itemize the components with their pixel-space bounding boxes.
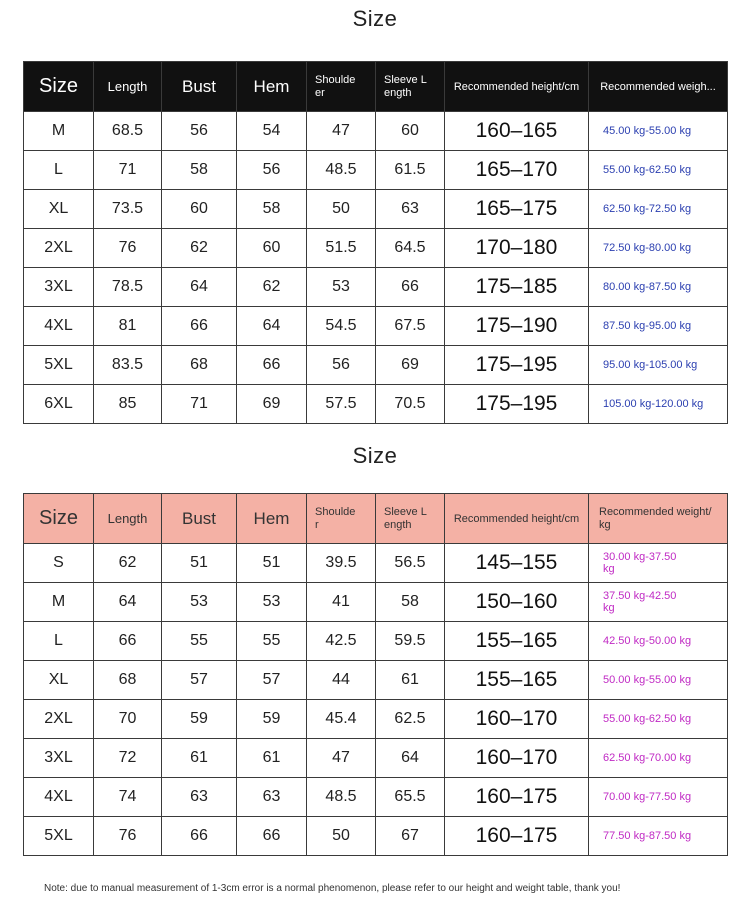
cell-weight: 72.50 kg-80.00 kg bbox=[589, 229, 728, 268]
cell-height: 155–165 bbox=[445, 661, 589, 700]
table-row bbox=[24, 229, 728, 268]
cell-bust: 61 bbox=[162, 739, 237, 778]
cell-weight: 87.50 kg-95.00 kg bbox=[589, 307, 728, 346]
cell-shoulder: 50 bbox=[307, 190, 376, 229]
cell-length: 68 bbox=[94, 661, 162, 700]
cell-sleeve-length: 59.5 bbox=[376, 622, 445, 661]
cell-hem: 60 bbox=[237, 229, 307, 268]
table-row bbox=[24, 778, 728, 817]
cell-bust: 66 bbox=[162, 307, 237, 346]
cell-length: 72 bbox=[94, 739, 162, 778]
cell-sleeve-length: 58 bbox=[376, 583, 445, 622]
cell-height: 175–185 bbox=[445, 268, 589, 307]
cell-bust: 63 bbox=[162, 778, 237, 817]
table-row bbox=[24, 622, 728, 661]
cell-hem: 58 bbox=[237, 190, 307, 229]
cell-height: 170–180 bbox=[445, 229, 589, 268]
cell-height: 175–195 bbox=[445, 346, 589, 385]
cell-length: 64 bbox=[94, 583, 162, 622]
header-hem: Hem bbox=[237, 494, 307, 544]
cell-weight: 30.00 kg-37.50 kg bbox=[589, 544, 728, 583]
cell-bust: 57 bbox=[162, 661, 237, 700]
cell-length: 70 bbox=[94, 700, 162, 739]
table-row bbox=[24, 661, 728, 700]
cell-bust: 51 bbox=[162, 544, 237, 583]
cell-hem: 59 bbox=[237, 700, 307, 739]
cell-sleeve-length: 60 bbox=[376, 112, 445, 151]
cell-shoulder: 47 bbox=[307, 739, 376, 778]
header-shoulder: Shoulde r bbox=[307, 494, 376, 544]
cell-height: 160–170 bbox=[445, 739, 589, 778]
cell-weight: 42.50 kg-50.00 kg bbox=[589, 622, 728, 661]
header-shoulder: Shoulde er bbox=[307, 62, 376, 112]
header-length: Length bbox=[94, 494, 162, 544]
cell-size: 4XL bbox=[24, 778, 94, 817]
cell-weight: 55.00 kg-62.50 kg bbox=[589, 700, 728, 739]
table-row bbox=[24, 151, 728, 190]
cell-size: L bbox=[24, 151, 94, 190]
cell-hem: 54 bbox=[237, 112, 307, 151]
cell-bust: 58 bbox=[162, 151, 237, 190]
table-row bbox=[24, 385, 728, 424]
cell-bust: 60 bbox=[162, 190, 237, 229]
cell-weight: 62.50 kg-72.50 kg bbox=[589, 190, 728, 229]
cell-sleeve-length: 61.5 bbox=[376, 151, 445, 190]
cell-bust: 59 bbox=[162, 700, 237, 739]
header-recommended-weight: Recommended weigh... bbox=[589, 62, 728, 112]
cell-bust: 66 bbox=[162, 817, 237, 856]
header-sleeve-length: Sleeve L ength bbox=[376, 494, 445, 544]
cell-bust: 55 bbox=[162, 622, 237, 661]
table-row bbox=[24, 268, 728, 307]
table-row bbox=[24, 817, 728, 856]
cell-weight: 37.50 kg-42.50 kg bbox=[589, 583, 728, 622]
cell-bust: 53 bbox=[162, 583, 237, 622]
cell-hem: 57 bbox=[237, 661, 307, 700]
cell-shoulder: 47 bbox=[307, 112, 376, 151]
cell-length: 81 bbox=[94, 307, 162, 346]
cell-size: 5XL bbox=[24, 346, 94, 385]
cell-size: L bbox=[24, 622, 94, 661]
header-recommended-weight: Recommended weight/ kg bbox=[589, 494, 728, 544]
header-length: Length bbox=[94, 62, 162, 112]
cell-hem: 51 bbox=[237, 544, 307, 583]
cell-size: 2XL bbox=[24, 700, 94, 739]
cell-height: 155–165 bbox=[445, 622, 589, 661]
cell-hem: 64 bbox=[237, 307, 307, 346]
cell-sleeve-length: 65.5 bbox=[376, 778, 445, 817]
table-row bbox=[24, 739, 728, 778]
cell-height: 165–170 bbox=[445, 151, 589, 190]
cell-length: 83.5 bbox=[94, 346, 162, 385]
cell-height: 175–195 bbox=[445, 385, 589, 424]
cell-weight: 70.00 kg-77.50 kg bbox=[589, 778, 728, 817]
cell-sleeve-length: 64.5 bbox=[376, 229, 445, 268]
cell-height: 160–165 bbox=[445, 112, 589, 151]
cell-height: 160–175 bbox=[445, 817, 589, 856]
size-table-men bbox=[23, 61, 728, 424]
size-chart-title-top: Size bbox=[352, 6, 398, 31]
cell-weight: 80.00 kg-87.50 kg bbox=[589, 268, 728, 307]
cell-bust: 64 bbox=[162, 268, 237, 307]
header-size: Size bbox=[24, 62, 94, 112]
size-table-women bbox=[23, 493, 728, 856]
cell-hem: 55 bbox=[237, 622, 307, 661]
cell-weight: 105.00 kg-120.00 kg bbox=[589, 385, 728, 424]
cell-sleeve-length: 70.5 bbox=[376, 385, 445, 424]
cell-hem: 53 bbox=[237, 583, 307, 622]
header-recommended-height: Recommended height/cm bbox=[445, 494, 589, 544]
header-sleeve-length: Sleeve L ength bbox=[376, 62, 445, 112]
cell-size: S bbox=[24, 544, 94, 583]
cell-sleeve-length: 69 bbox=[376, 346, 445, 385]
cell-length: 68.5 bbox=[94, 112, 162, 151]
header-hem: Hem bbox=[237, 62, 307, 112]
cell-hem: 66 bbox=[237, 346, 307, 385]
cell-shoulder: 39.5 bbox=[307, 544, 376, 583]
cell-size: XL bbox=[24, 190, 94, 229]
cell-sleeve-length: 67 bbox=[376, 817, 445, 856]
cell-bust: 56 bbox=[162, 112, 237, 151]
cell-size: XL bbox=[24, 661, 94, 700]
cell-size: 2XL bbox=[24, 229, 94, 268]
cell-height: 160–170 bbox=[445, 700, 589, 739]
cell-shoulder: 57.5 bbox=[307, 385, 376, 424]
cell-hem: 69 bbox=[237, 385, 307, 424]
cell-length: 78.5 bbox=[94, 268, 162, 307]
table-row bbox=[24, 112, 728, 151]
cell-shoulder: 53 bbox=[307, 268, 376, 307]
cell-size: M bbox=[24, 583, 94, 622]
cell-weight: 50.00 kg-55.00 kg bbox=[589, 661, 728, 700]
cell-weight: 55.00 kg-62.50 kg bbox=[589, 151, 728, 190]
cell-height: 175–190 bbox=[445, 307, 589, 346]
table-row bbox=[24, 700, 728, 739]
cell-hem: 62 bbox=[237, 268, 307, 307]
cell-sleeve-length: 62.5 bbox=[376, 700, 445, 739]
cell-shoulder: 50 bbox=[307, 817, 376, 856]
cell-hem: 66 bbox=[237, 817, 307, 856]
header-recommended-height: Recommended height/cm bbox=[445, 62, 589, 112]
cell-shoulder: 48.5 bbox=[307, 778, 376, 817]
cell-length: 71 bbox=[94, 151, 162, 190]
cell-shoulder: 41 bbox=[307, 583, 376, 622]
cell-weight: 95.00 kg-105.00 kg bbox=[589, 346, 728, 385]
header-bust: Bust bbox=[162, 494, 237, 544]
cell-bust: 68 bbox=[162, 346, 237, 385]
table-row bbox=[24, 583, 728, 622]
size-chart-title-bottom: Size bbox=[352, 443, 398, 468]
cell-length: 74 bbox=[94, 778, 162, 817]
table-header-row bbox=[24, 62, 728, 112]
cell-sleeve-length: 67.5 bbox=[376, 307, 445, 346]
cell-length: 76 bbox=[94, 229, 162, 268]
cell-shoulder: 45.4 bbox=[307, 700, 376, 739]
table-row bbox=[24, 307, 728, 346]
cell-length: 66 bbox=[94, 622, 162, 661]
table-row bbox=[24, 190, 728, 229]
cell-bust: 62 bbox=[162, 229, 237, 268]
cell-shoulder: 44 bbox=[307, 661, 376, 700]
table-header-row bbox=[24, 494, 728, 544]
cell-length: 76 bbox=[94, 817, 162, 856]
cell-shoulder: 51.5 bbox=[307, 229, 376, 268]
cell-sleeve-length: 66 bbox=[376, 268, 445, 307]
cell-weight: 62.50 kg-70.00 kg bbox=[589, 739, 728, 778]
cell-size: 4XL bbox=[24, 307, 94, 346]
cell-height: 165–175 bbox=[445, 190, 589, 229]
cell-size: 3XL bbox=[24, 268, 94, 307]
cell-shoulder: 56 bbox=[307, 346, 376, 385]
cell-shoulder: 54.5 bbox=[307, 307, 376, 346]
cell-size: M bbox=[24, 112, 94, 151]
cell-height: 145–155 bbox=[445, 544, 589, 583]
measurement-note: Note: due to manual measurement of 1-3cm error is a normal phenomenon, please refer to our height and weight table, thank you! bbox=[44, 883, 621, 894]
cell-shoulder: 48.5 bbox=[307, 151, 376, 190]
table-row bbox=[24, 346, 728, 385]
cell-hem: 63 bbox=[237, 778, 307, 817]
cell-weight: 45.00 kg-55.00 kg bbox=[589, 112, 728, 151]
cell-sleeve-length: 64 bbox=[376, 739, 445, 778]
cell-size: 6XL bbox=[24, 385, 94, 424]
cell-sleeve-length: 63 bbox=[376, 190, 445, 229]
cell-bust: 71 bbox=[162, 385, 237, 424]
header-bust: Bust bbox=[162, 62, 237, 112]
cell-hem: 56 bbox=[237, 151, 307, 190]
cell-length: 73.5 bbox=[94, 190, 162, 229]
header-size: Size bbox=[24, 494, 94, 544]
cell-length: 62 bbox=[94, 544, 162, 583]
cell-sleeve-length: 56.5 bbox=[376, 544, 445, 583]
cell-height: 160–175 bbox=[445, 778, 589, 817]
cell-height: 150–160 bbox=[445, 583, 589, 622]
table-row bbox=[24, 544, 728, 583]
cell-size: 5XL bbox=[24, 817, 94, 856]
cell-shoulder: 42.5 bbox=[307, 622, 376, 661]
cell-hem: 61 bbox=[237, 739, 307, 778]
cell-size: 3XL bbox=[24, 739, 94, 778]
cell-sleeve-length: 61 bbox=[376, 661, 445, 700]
cell-length: 85 bbox=[94, 385, 162, 424]
cell-weight: 77.50 kg-87.50 kg bbox=[589, 817, 728, 856]
